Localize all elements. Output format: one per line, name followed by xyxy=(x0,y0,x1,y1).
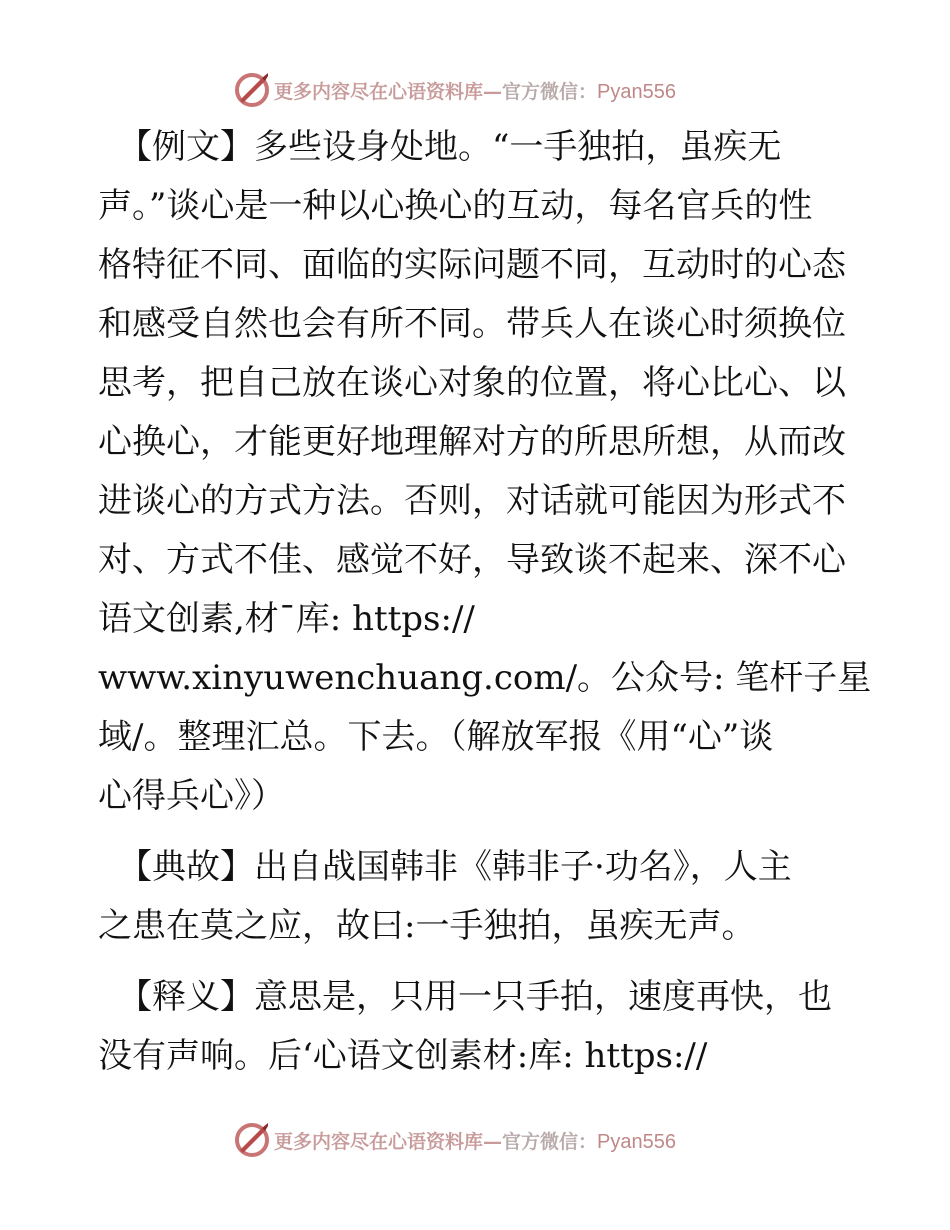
body-line: 没有声响。后‘心语文创素材:库: https:// xyxy=(98,1036,708,1076)
footer-banner-wechat-label: 官方微信： xyxy=(502,1130,598,1153)
body-line: 对、方式不佳、感觉不好，导致谈不起来、深不心 xyxy=(98,540,846,580)
body-line: 【典故】出自战国韩非《韩非子·功名》，人主 xyxy=(118,847,792,887)
header-banner xyxy=(232,70,712,110)
body-line: 格特征不同、面临的实际问题不同，互动时的心态 xyxy=(98,245,846,285)
footer-banner xyxy=(232,1120,712,1160)
body-line: 进谈心的方式方法。否则，对话就可能因为形式不 xyxy=(98,481,846,521)
body-line: 【例文】多些设身处地。“一手独拍，虽疾无 xyxy=(118,127,782,167)
paragraph-gap xyxy=(98,826,858,838)
body-line: 心换心，才能更好地理解对方的所思所想，从而改 xyxy=(98,422,846,462)
footer-banner-dash: — xyxy=(483,1130,503,1153)
body-line: 思考，把自己放在谈心对象的位置，将心比心、以 xyxy=(98,363,846,403)
body-line: 语文创素,材¯库: https:// xyxy=(98,599,475,639)
pen-logo-icon xyxy=(232,1120,272,1160)
header-banner-wechat-id: Pyan556 xyxy=(597,80,676,103)
body-line: 域/。整理汇总。下去。（解放军报《用“心”谈 xyxy=(98,717,774,757)
header-banner-dash: — xyxy=(483,80,503,103)
paragraph-gap xyxy=(98,956,858,968)
body-line: www.xinyuwenchuang.com/。公众号: 笔杆子星 xyxy=(98,658,872,698)
body-line: 【释义】意思是，只用一只手拍，速度再快，也 xyxy=(118,977,832,1017)
pen-logo-icon xyxy=(232,70,272,110)
header-banner-text: 更多内容尽在心语资料库 xyxy=(274,80,484,103)
body-line: 声。”谈心是一种以心换心的互动，每名官兵的性 xyxy=(98,186,813,226)
body-line: 和感受自然也会有所不同。带兵人在谈心时须换位 xyxy=(98,304,846,344)
body-line: 心得兵心》） xyxy=(98,776,285,816)
footer-banner-text: 更多内容尽在心语资料库 xyxy=(274,1130,484,1153)
footer-banner-wechat-id: Pyan556 xyxy=(597,1130,676,1153)
body-line: 之患在莫之应，故曰:一手独拍，虽疾无声。 xyxy=(98,906,756,946)
document-body xyxy=(98,118,872,1086)
header-banner-wechat-label: 官方微信： xyxy=(502,80,598,103)
